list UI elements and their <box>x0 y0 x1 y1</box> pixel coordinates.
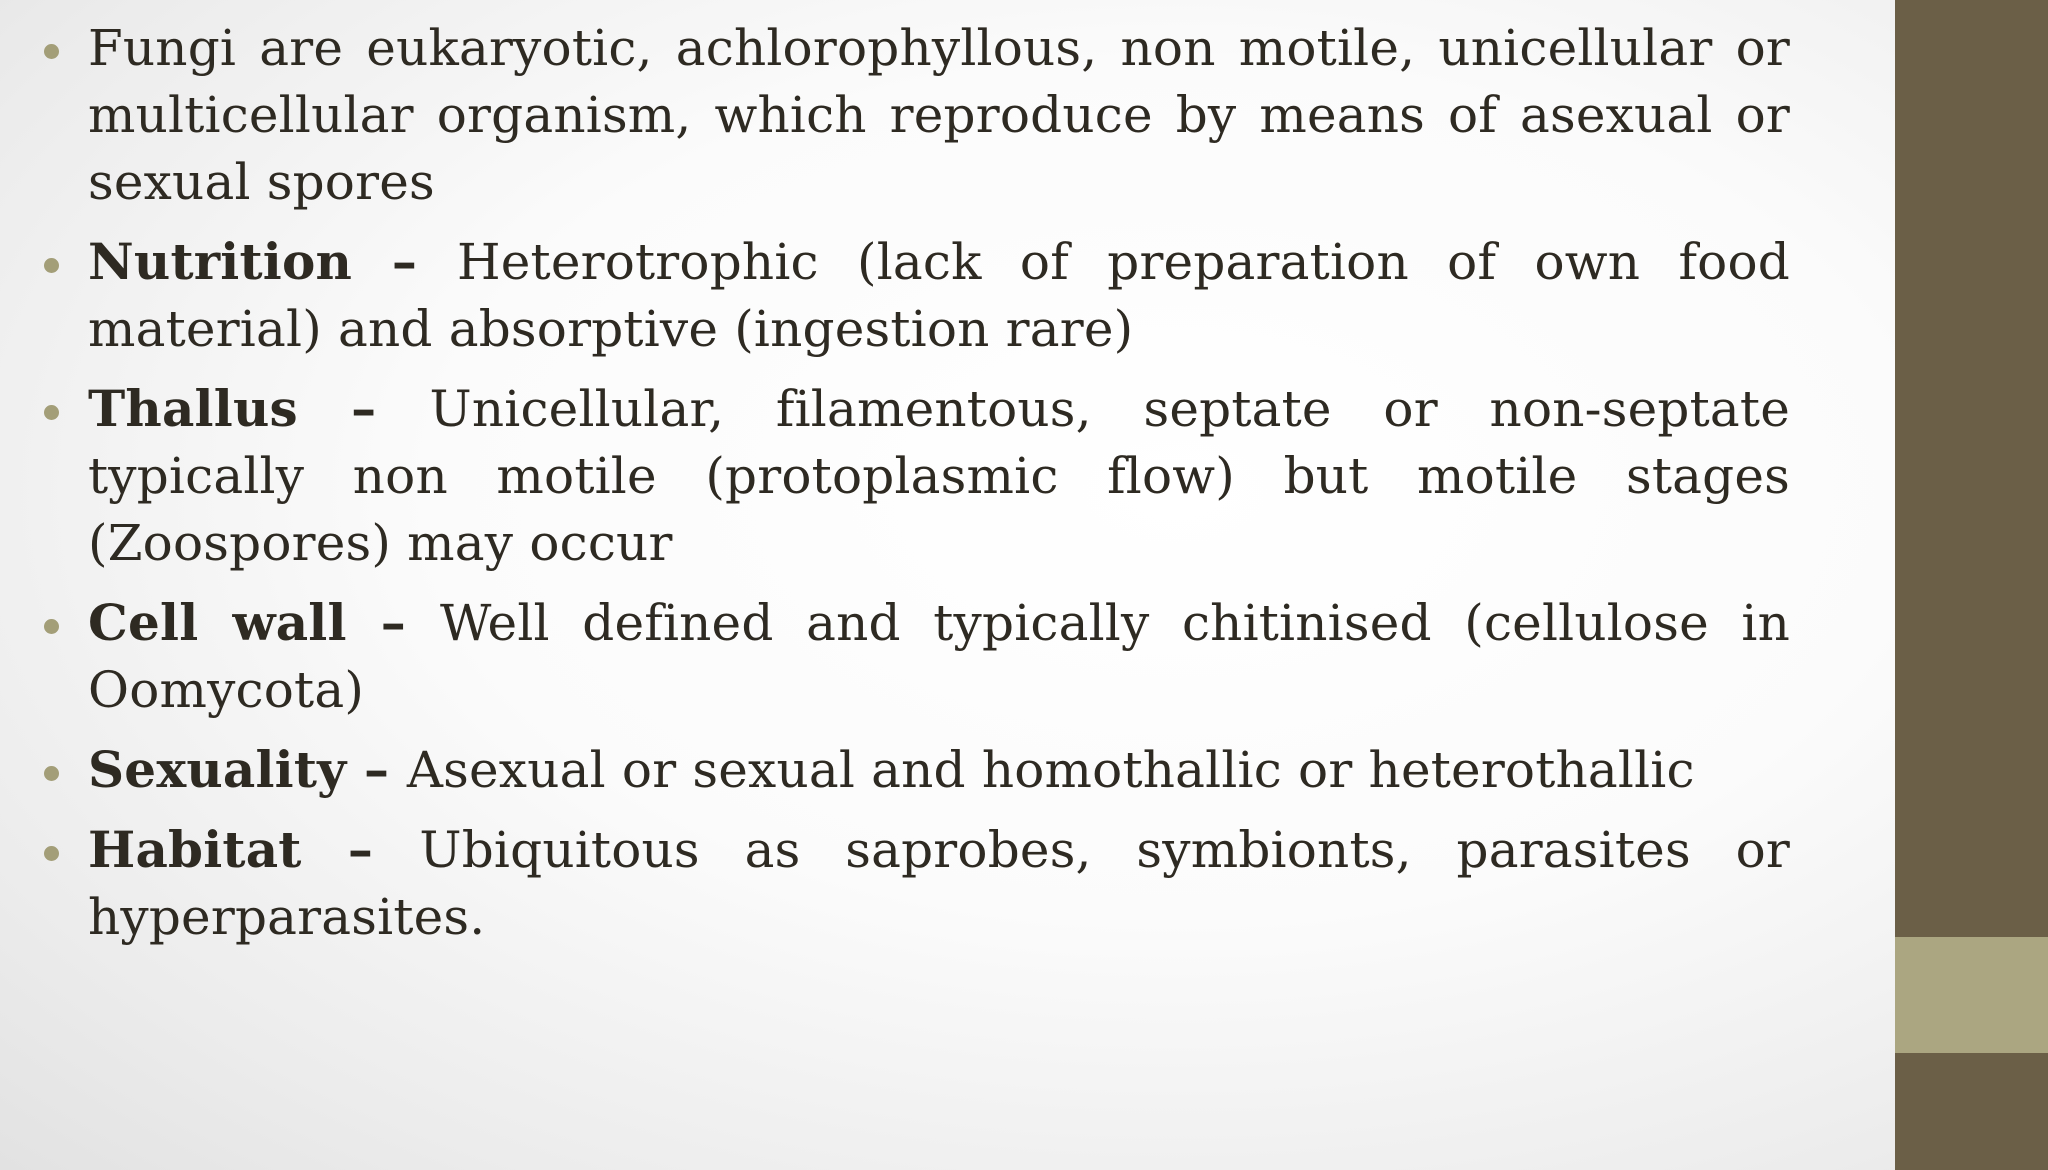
decorative-sidebar-band <box>1895 937 2048 1053</box>
bullet-item-nutrition <box>88 228 1790 363</box>
bullet-text: Ubiquitous as saprobes, symbionts, parasites or hyperparasites. <box>88 821 1790 946</box>
bullet-text: Unicellular, filamentous, septate or non-septate typically non motile (protoplasmic flow) but motile stages (Zoospores) may occur <box>88 380 1790 572</box>
bullet-text: Fungi are eukaryotic, achlorophyllous, non motile, unicellular or multicellular organism, which reproduce by means of asexual or sexual spores <box>88 19 1790 211</box>
bullet-text: Heterotrophic (lack of preparation of own food material) and absorptive (ingestion rare) <box>88 233 1790 358</box>
bullet-dash: – <box>301 820 420 879</box>
bullet-term: Habitat <box>88 820 302 879</box>
bullet-term: Nutrition <box>88 232 353 291</box>
bullet-text: Asexual or sexual and homothallic or heterothallic <box>406 741 1695 799</box>
bullet-item-fungi-definition <box>88 14 1790 216</box>
bullet-item-sexuality <box>88 736 1790 804</box>
bullet-term: Thallus <box>88 379 298 438</box>
bullet-item-thallus <box>88 375 1790 577</box>
bullet-dash: – <box>346 740 407 799</box>
bullet-term: Cell wall <box>88 593 347 652</box>
bullet-dash: – <box>297 379 430 438</box>
bullet-list <box>88 14 1790 963</box>
bullet-item-habitat <box>88 816 1790 951</box>
bullet-text: Well defined and typically chitinised (cellulose in Oomycota) <box>88 594 1791 719</box>
bullet-item-cell-wall <box>88 589 1790 724</box>
bullet-dash: – <box>352 232 457 291</box>
decorative-sidebar <box>1895 0 2048 1170</box>
bullet-term: Sexuality <box>88 740 347 799</box>
bullet-dash: – <box>346 593 441 652</box>
